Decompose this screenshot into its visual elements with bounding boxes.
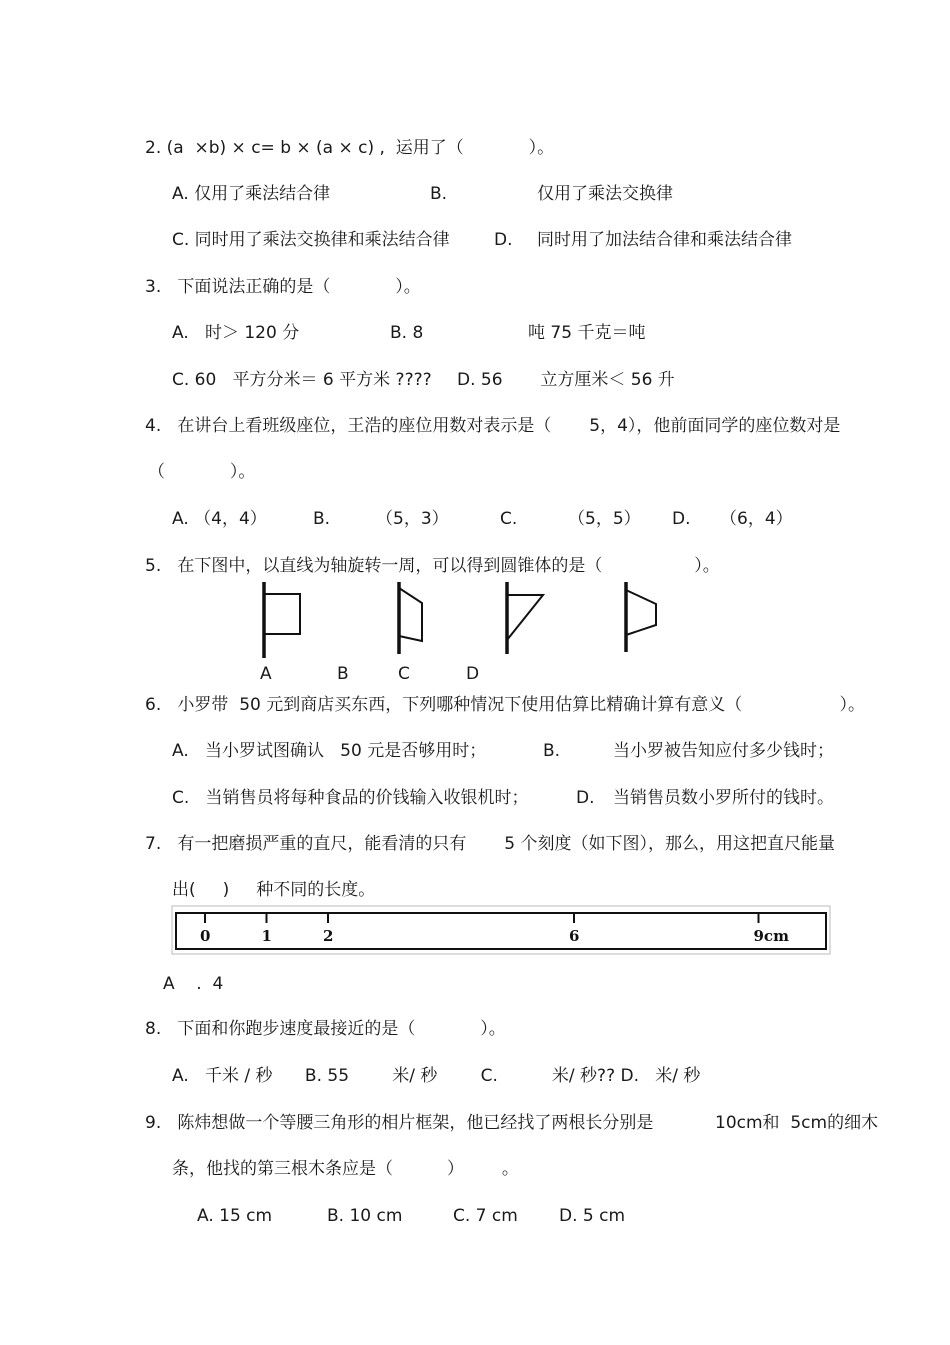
q2-option-b-letter: B. — [430, 184, 448, 204]
q2-option-d-letter: D. — [494, 230, 513, 250]
q2-option-d-text: 同时用了加法结合律和乘法结合律 — [537, 230, 792, 250]
ruler-tick-label: 1 — [261, 927, 272, 945]
q9-stem: 9. 陈炜想做一个等腰三角形的相片框架，他已经找了两根长分别是 — [145, 1113, 654, 1133]
q6-stem: 6. 小罗带 50 元到商店买东西，下列哪种情况下使用估算比精确计算有意义（ ）。 — [145, 695, 866, 715]
q6-option-a: A. 当小罗试图确认 50 元是否够用时； — [172, 741, 487, 761]
q8-options: A. 千米 / 秒 B. 55 米/ 秒 C. 米/ 秒?? D. 米/ 秒 — [172, 1066, 701, 1086]
q7-stem: 7. 有一把磨损严重的直尺，能看清的只有 5 个刻度（如下图），那么，用这把直尺能量 — [145, 834, 835, 854]
q5-label-a: A — [260, 664, 272, 684]
q8-stem: 8. 下面和你跑步速度最接近的是（ ）。 — [145, 1019, 506, 1039]
q9-option-c: C. 7 cm — [453, 1206, 518, 1226]
q9-option-a: A. 15 cm — [197, 1206, 273, 1226]
q5-label-d: D — [466, 664, 480, 684]
q2-option-a: A. 仅用了乘法结合律 — [172, 184, 331, 204]
q4-stem: 4. 在讲台上看班级座位，王浩的座位用数对表示是（ 5，4），他前面同学的座位数对是 — [145, 416, 841, 436]
q6-option-c: C. 当销售员将每种食品的价钱输入收银机时； — [172, 788, 529, 808]
q5-label-b: B — [337, 664, 349, 684]
q6-option-b-letter: B. — [543, 741, 561, 761]
q4-option-c-letter: C. — [500, 509, 518, 529]
q9-option-d: D. 5 cm — [559, 1206, 626, 1226]
q6-option-d-letter: D. — [576, 788, 595, 808]
q5-label-c: C — [398, 664, 410, 684]
q9-stem-line2: 条，他找的第三根木条应是（ ） 。 — [172, 1159, 519, 1179]
q6-option-b-text: 当小罗被告知应付多少钱时； — [613, 741, 834, 761]
q4-option-b-letter: B. — [313, 509, 331, 529]
ruler-tick-label: 6 — [569, 927, 580, 945]
ruler-tick-label: 0 — [200, 927, 211, 945]
q7-answer: A . 4 — [163, 974, 224, 994]
q4-option-a: A. （4，4） — [172, 509, 267, 529]
q4-option-c-text: （5，5） — [568, 509, 641, 529]
q3-option-c: C. 60 平方分米＝ 6 平方米 ???? — [172, 370, 432, 390]
q7-stem-line2: 出( ) 种不同的长度。 — [172, 880, 376, 900]
q4-option-d-text: （6，4） — [720, 509, 793, 529]
q4-stem-line2: （ ）。 — [148, 462, 256, 482]
q9-stem-tail: 10cm和 5cm的细木 — [715, 1113, 879, 1133]
q3-stem: 3. 下面说法正确的是（ ）。 — [145, 277, 421, 297]
q3-option-b-cont: 吨 75 千克＝吨 — [528, 323, 646, 343]
q4-option-b-text: （5，3） — [376, 509, 449, 529]
q3-option-a: A. 时＞ 120 分 — [172, 323, 300, 343]
q5-stem: 5. 在下图中，以直线为轴旋转一周，可以得到圆锥体的是（ ）。 — [145, 556, 720, 576]
q2-stem: 2. (a ×b) × c= b × (a × c) , 运用了（ ）。 — [145, 138, 555, 158]
q4-option-d-letter: D. — [672, 509, 691, 529]
q2-option-b-text: 仅用了乘法交换律 — [537, 184, 673, 204]
q3-option-d: D. 56 立方厘米＜ 56 升 — [457, 370, 675, 390]
q6-option-d-text: 当销售员数小罗所付的钱时。 — [613, 788, 834, 808]
ruler-tick-label: 9cm — [753, 927, 789, 945]
ruler-body — [176, 913, 826, 949]
q3-option-b: B. 8 — [390, 323, 424, 343]
q2-option-c: C. 同时用了乘法交换律和乘法结合律 — [172, 230, 450, 250]
q9-option-b: B. 10 cm — [327, 1206, 403, 1226]
ruler-tick-label: 2 — [323, 927, 334, 945]
